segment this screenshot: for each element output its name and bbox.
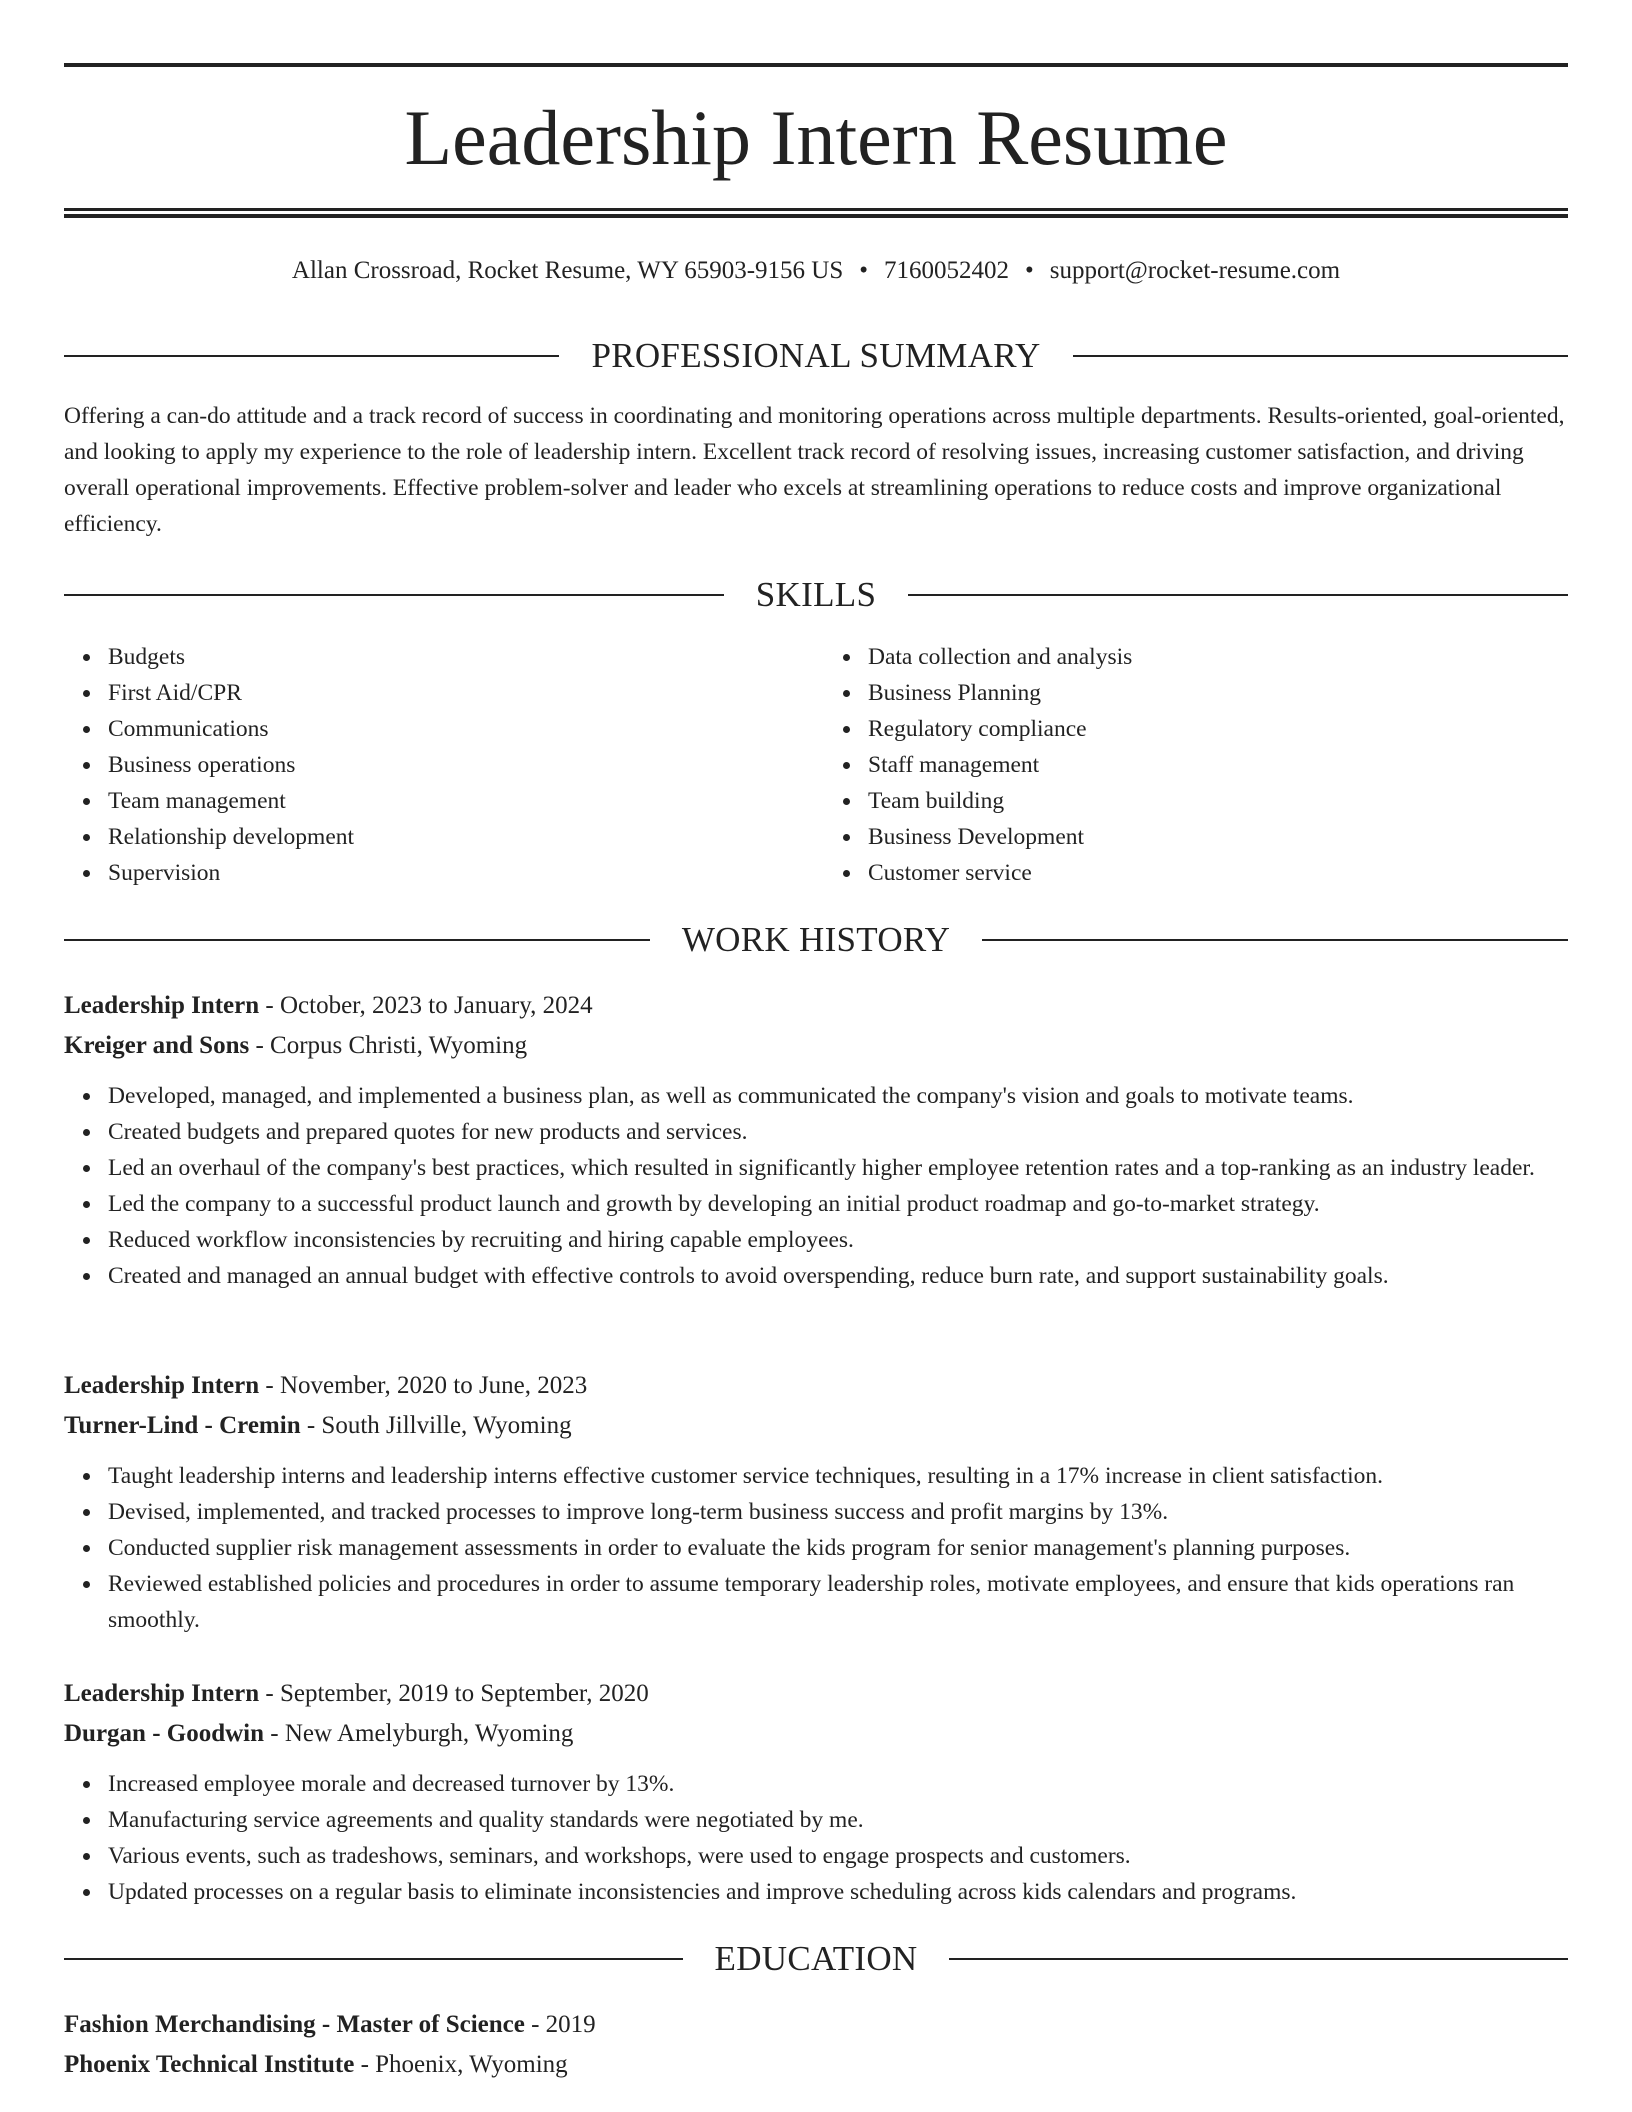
skills-list <box>64 639 1568 891</box>
title-double-rule <box>64 208 1568 218</box>
job-bullet: Devised, implemented, and tracked processes to improve long-term business success and profit margins by 13%. <box>108 1494 1568 1530</box>
job-company: Kreiger and Sons <box>64 1032 250 1059</box>
education-location: - Phoenix, Wyoming <box>354 2051 568 2078</box>
section-rule <box>64 594 724 596</box>
skill-item: Staff management <box>868 747 1568 783</box>
job-bullet: Taught leadership interns and leadership interns effective customer service techniques, resulting in a 17% increase in client satisfaction. <box>108 1458 1568 1494</box>
contact-address: Allan Crossroad, Rocket Resume, WY 65903-9156 US <box>291 257 844 284</box>
contact-separator: • <box>859 257 869 284</box>
section-header-summary <box>64 334 1568 378</box>
job-bullet: Updated processes on a regular basis to eliminate inconsistencies and improve scheduling across kids calendars and programs. <box>108 1874 1568 1910</box>
education-school-line <box>64 2045 1568 2085</box>
skills-column-right <box>808 639 1568 891</box>
job-dates: - October, 2023 to January, 2024 <box>259 992 593 1019</box>
job-title: Leadership Intern <box>64 1680 260 1707</box>
skill-item: Communications <box>108 711 808 747</box>
top-rule <box>64 63 1568 67</box>
job-bullets <box>64 1078 1568 1294</box>
job-bullet: Conducted supplier risk management assessments in order to evaluate the kids program for senior management's planning purposes. <box>108 1530 1568 1566</box>
skill-item: Regulatory compliance <box>868 711 1568 747</box>
job-title-line <box>64 1674 1568 1714</box>
job-bullet: Created budgets and prepared quotes for new products and services. <box>108 1114 1568 1150</box>
job-bullet: Created and managed an annual budget with effective controls to avoid overspending, reduce burn rate, and support sustainability goals. <box>108 1258 1568 1294</box>
job-bullet: Increased employee morale and decreased turnover by 13%. <box>108 1766 1568 1802</box>
section-rule <box>908 594 1568 596</box>
job-company-line <box>64 1026 1568 1066</box>
job-bullet: Manufacturing service agreements and quality standards were negotiated by me. <box>108 1802 1568 1838</box>
section-title: PROFESSIONAL SUMMARY <box>591 336 1041 375</box>
job-location: - South Jillville, Wyoming <box>300 1412 572 1439</box>
section-rule <box>982 939 1568 941</box>
skill-item: First Aid/CPR <box>108 675 808 711</box>
job-entry <box>64 1674 1568 1910</box>
contact-separator: • <box>1025 257 1034 284</box>
job-company: Durgan - Goodwin <box>64 1720 265 1747</box>
skill-item: Business Development <box>868 819 1568 855</box>
job-entry <box>64 986 1568 1294</box>
section-header-skills <box>64 573 1568 617</box>
job-bullet: Various events, such as tradeshows, seminars, and workshops, were used to engage prospects and customers. <box>108 1838 1568 1874</box>
section-title: EDUCATION <box>714 1939 918 1978</box>
section-header-work <box>64 918 1568 962</box>
section-header-education <box>64 1937 1568 1981</box>
job-location: - New Amelyburgh, Wyoming <box>264 1720 574 1747</box>
job-title: Leadership Intern <box>64 992 260 1019</box>
skill-item: Customer service <box>868 855 1568 891</box>
job-title-line <box>64 986 1568 1026</box>
skill-item: Business Planning <box>868 675 1568 711</box>
job-bullet: Developed, managed, and implemented a business plan, as well as communicated the company's vision and goals to motivate teams. <box>108 1078 1568 1114</box>
section-title: WORK HISTORY <box>681 920 951 959</box>
section-rule <box>64 355 559 357</box>
job-dates: - November, 2020 to June, 2023 <box>259 1372 588 1399</box>
skill-item: Team building <box>868 783 1568 819</box>
skill-item: Team management <box>108 783 808 819</box>
job-location: - Corpus Christi, Wyoming <box>249 1032 528 1059</box>
job-title: Leadership Intern <box>64 1372 260 1399</box>
job-bullets <box>64 1458 1568 1638</box>
education-year: - 2019 <box>524 2011 596 2038</box>
skills-column-left <box>64 639 808 891</box>
section-rule <box>949 1958 1568 1960</box>
skill-item: Budgets <box>108 639 808 675</box>
contact-phone: 7160052402 <box>884 257 1010 284</box>
job-title-line <box>64 1366 1568 1406</box>
job-entry <box>64 1366 1568 1638</box>
section-rule <box>1073 355 1568 357</box>
education-degree: Fashion Merchandising - Master of Science <box>64 2011 525 2038</box>
job-bullet: Reviewed established policies and procedures in order to assume temporary leadership roles, motivate employees, and ensure that kids operations ran smoothly. <box>108 1566 1568 1638</box>
skill-item: Data collection and analysis <box>868 639 1568 675</box>
job-company-line <box>64 1714 1568 1754</box>
education-degree-line <box>64 2005 1568 2045</box>
job-company-line <box>64 1406 1568 1446</box>
skill-item: Relationship development <box>108 819 808 855</box>
summary-text: Offering a can-do attitude and a track record of success in coordinating and monitoring operations across multiple departments. Results-oriented, goal-oriented, and looking to apply my experience to the role of leadership intern. Excellent track record of resolving issues, increasing customer satisfaction, and driving overall operational improvements. Effective problem-solver and leader who excels at streamlining operations to reduce costs and improve organizational efficiency. <box>64 403 1565 537</box>
job-dates: - September, 2019 to September, 2020 <box>259 1680 649 1707</box>
section-rule <box>64 1958 683 1960</box>
job-bullet: Led the company to a successful product launch and growth by developing an initial product roadmap and go-to-market strategy. <box>108 1186 1568 1222</box>
contact-email: support@rocket-resume.com <box>1049 257 1341 284</box>
skill-item: Business operations <box>108 747 808 783</box>
job-bullet: Led an overhaul of the company's best practices, which resulted in significantly higher employee retention rates and a top-ranking as an industry leader. <box>108 1150 1568 1186</box>
section-title: SKILLS <box>755 575 877 614</box>
job-bullets <box>64 1766 1568 1910</box>
section-rule <box>64 939 650 941</box>
job-bullet: Reduced workflow inconsistencies by recruiting and hiring capable employees. <box>108 1222 1568 1258</box>
resume-title: Leadership Intern Resume <box>404 94 1228 181</box>
contact-line <box>64 252 1568 290</box>
education-school: Phoenix Technical Institute <box>64 2051 355 2078</box>
skill-item: Supervision <box>108 855 808 891</box>
job-company: Turner-Lind - Cremin <box>64 1412 301 1439</box>
education-entry <box>64 2005 1568 2085</box>
